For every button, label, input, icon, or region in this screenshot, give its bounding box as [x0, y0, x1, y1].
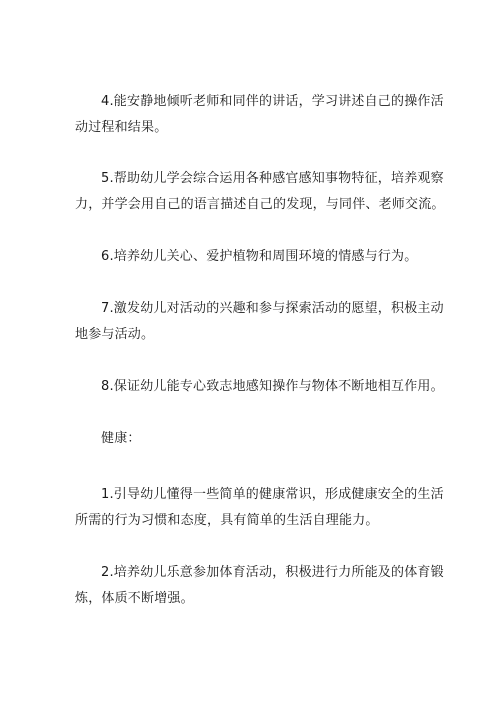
paragraph-health-1: 1.引导幼儿懂得一些简单的健康常识，形成健康安全的生活所需的行为习惯和态度，具有简单的生活自理能力。	[75, 487, 444, 528]
paragraph-item-5: 5.帮助幼儿学会综合运用各种感官感知事物特征，培养观察力，并学会用自己的语言描述自己的发现，与同伴、老师交流。	[75, 171, 445, 212]
paragraph-item-7: 7.激发幼儿对活动的兴趣和参与探索活动的愿望，积极主动地参与活动。	[75, 301, 444, 342]
paragraph-health-2: 2.培养幼儿乐意参加体育活动，积极进行力所能及的体育锻炼，体质不断增强。	[75, 565, 444, 606]
paragraph-item-8: 8.保证幼儿能专心致志地感知操作与物体不断地相互作用。	[101, 379, 444, 394]
paragraph-item-6: 6.培养幼儿关心、爱护植物和周围环境的情感与行为。	[101, 249, 418, 264]
section-heading-health: 健康：	[101, 431, 141, 446]
paragraph-item-4: 4.能安静地倾听老师和同伴的讲话，学习讲述自己的操作活动过程和结果。	[75, 94, 444, 135]
